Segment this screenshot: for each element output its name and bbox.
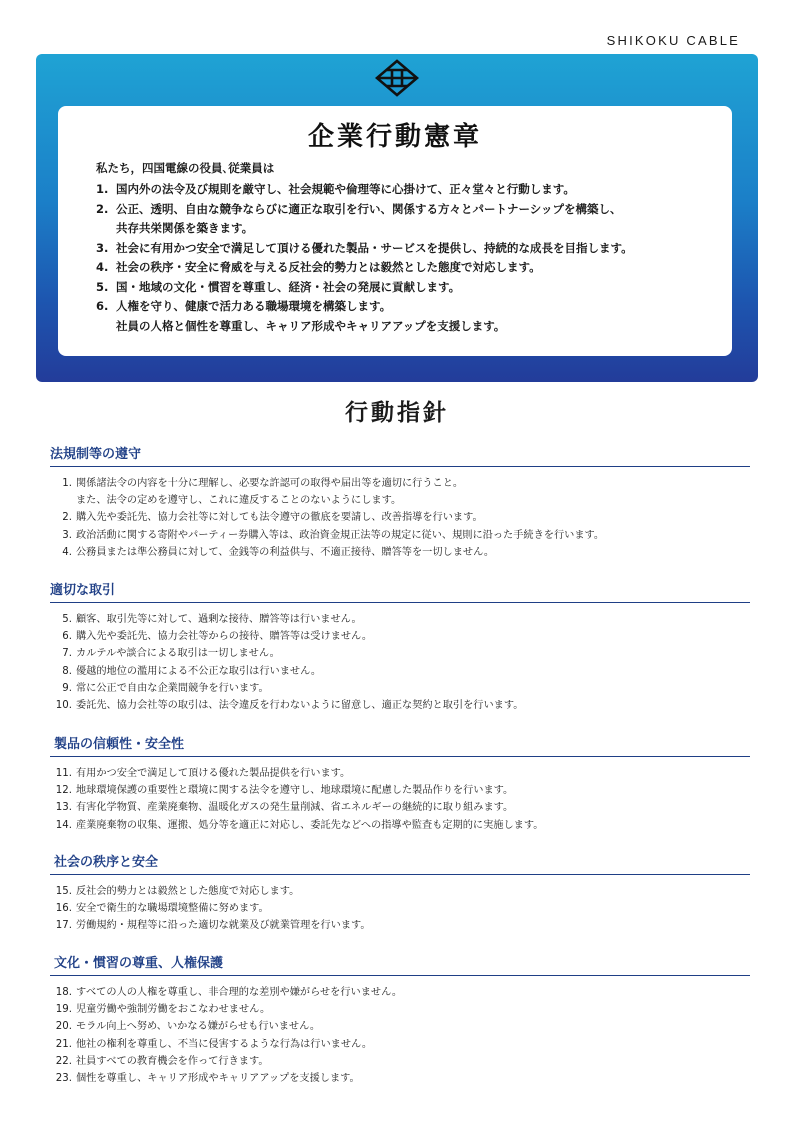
list-item: 18. すべての人の人権を尊重し、非合理的な差別や嫌がらせを行いません。 [55,987,403,998]
charter-banner [36,54,758,382]
list-item: 16. 安全で衛生的な職場環境整備に努めます。 [55,903,269,915]
section-heading: 法規制等の遵守 [50,447,750,467]
charter-item: 社員の人格と個性を尊重し、キャリア形成やキャリアアップを支援します。 [116,318,506,333]
charter-title: 企業行動憲章 [307,122,482,152]
section-heading: 文化・慣習の尊重、人権保護 [50,956,750,976]
section-fair-trade [50,583,750,714]
charter-item: 5. 国・地域の文化・慣習を尊重し、経済・社会の発展に貢献します。 [96,279,461,294]
list-item: 11. 有用かつ安全で満足して頂ける優れた製品提供を行います。 [55,768,351,779]
list-item: 13. 有害化学物質、産業廃棄物、温暖化ガスの発生量削減、省エネルギーの継続的に取り組みます。 [55,802,514,814]
list-item: 10. 委託先、協力会社等の取引は、法令違反を行わないように留意し、適正な契約と取引を行います。 [55,700,524,712]
list-item: 21. 他社の権利を尊重し、不当に侵害するような行為は行いません。 [55,1038,373,1050]
section-heading: 製品の信頼性・安全性 [50,737,750,757]
section-social-order [50,855,750,935]
list-item: 12. 地球環境保護の重要性と環境に関する法令を遵守し、地球環境に配慮した製品作りを行います。 [55,785,514,797]
list-item: 1. 関係諸法令の内容を十分に理解し、必要な許認可の取得や届出等を適切に行うこと。 [62,478,464,489]
section-heading: 社会の秩序と安全 [50,855,750,875]
charter-item: 6. 人権を守り、健康で活力ある職場環境を構築します。 [96,299,392,313]
list-item: 15. 反社会的勢力とは毅然とした態度で対応します。 [55,886,300,897]
charter-list [96,180,633,336]
list-item: 17. 労働規約・規程等に沿った適切な就業及び就業管理を行います。 [55,920,371,932]
charter-intro: 私たち，四国電線の役員､従業員は [96,161,275,175]
list-item: 3. 政治活動に関する寄附やパーティー券購入等は、政治資金規正法等の規定に従い、規則に沿った手続きを行います。 [62,529,605,541]
company-logo-icon [374,58,420,98]
charter-item: 共存共栄関係を築きます。 [116,221,254,235]
list-item: 2. 購入先や委託先、協力会社等に対しても法令遵守の徹底を要請し、改善指導を行います。 [62,512,483,524]
list-item: 4. 公務員または準公務員に対して、金銭等の利益供与、不適正接待、贈答等を一切しません。 [62,546,495,558]
charter-card [58,106,732,356]
list-item: 6. 購入先や委託先、協力会社等からの接待、贈答等は受けません。 [62,631,373,643]
list-item: 20. モラル向上へ努め、いかなる嫌がらせも行いません。 [55,1021,321,1033]
list-item: 19. 児童労働や強制労働をおこなわせません。 [55,1004,271,1016]
charter-item: 2. 公正、透明、自由な競争ならびに適正な取引を行い、関係する方々とパートナーシップを構築し、 [96,201,622,216]
guidelines-title: 行動指針 [345,400,449,426]
list-item: 9. 常に公正で自由な企業間競争を行います。 [62,682,269,694]
list-item: 8. 優越的地位の濫用による不公正な取引は行いません。 [62,665,322,677]
section-heading: 適切な取引 [50,583,750,603]
list-item: 7. カルテルや談合による取引は一切しません。 [62,648,280,660]
section-culture-human-rights [50,956,750,1087]
list-item: 14. 産業廃棄物の収集、運搬、処分等を適正に対応し、委託先などへの指導や監査も定期的に実施します。 [55,819,544,831]
list-item: 22. 社員すべての教育機会を作って行きます。 [55,1055,269,1067]
charter-item: 4. 社会の秩序・安全に脅威を与える反社会的勢力とは毅然とした態度で対応します。 [96,260,541,274]
charter-item: 1. 国内外の法令及び規則を厳守し、社会規範や倫理等に心掛けて、正々堂々と行動します。 [96,182,575,196]
section-legal-compliance [50,447,750,561]
list-item: 5. 顧客、取引先等に対して、過剰な接待、贈答等は行いません。 [62,614,362,625]
charter-item: 3. 社会に有用かつ安全で満足して頂ける優れた製品・サービスを提供し、持続的な成長を目指します。 [96,240,633,255]
list-item: また、法令の定めを遵守し、これに違反することのないようにします。 [76,495,402,507]
list-item: 23. 個性を尊重し、キャリア形成やキャリアアップを支援します。 [55,1073,360,1085]
section-product-reliability [50,737,750,834]
brand-name: SHIKOKU CABLE [606,33,740,48]
